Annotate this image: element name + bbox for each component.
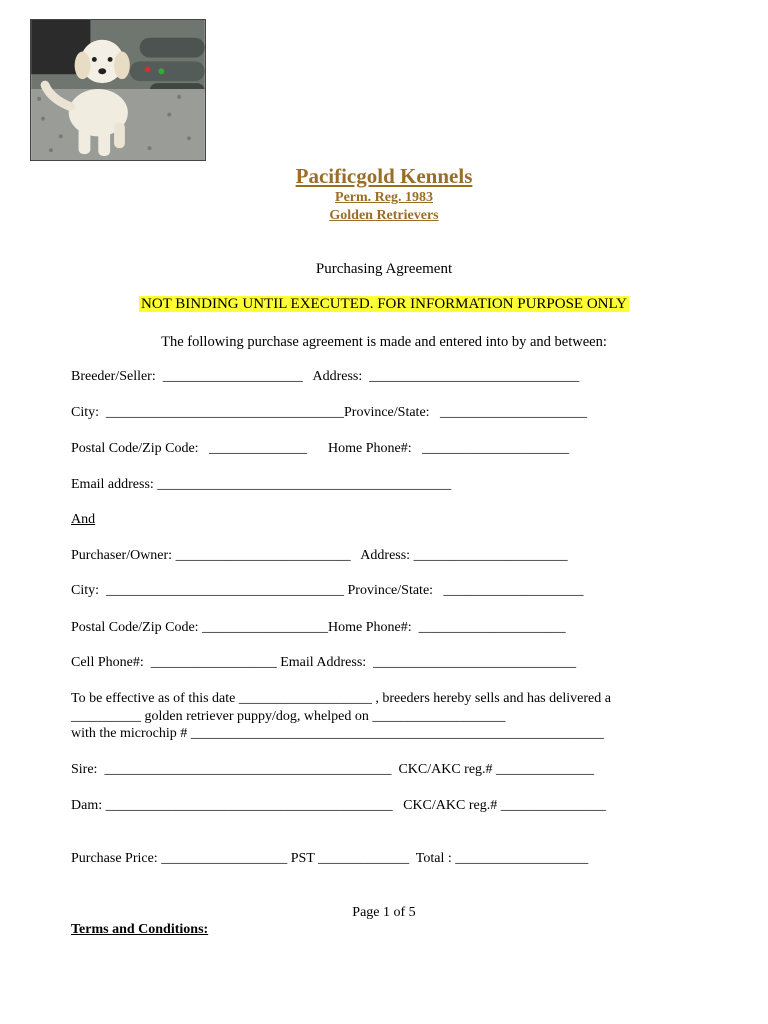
- whelped-line: __________ golden retriever puppy/dog, whelped on ___________________: [71, 709, 506, 724]
- breeder-postal-line: Postal Code/Zip Code: ______________ Home Phone#: _____________________: [71, 441, 570, 456]
- microchip-line: with the microchip # ___________________________________________________________: [71, 726, 604, 741]
- purchaser-owner-line: Purchaser/Owner: _________________________ Address: ______________________: [71, 548, 568, 563]
- notice-wrapper: [0, 296, 768, 313]
- terms-heading: Terms and Conditions:: [71, 922, 209, 937]
- notice-banner: NOT BINDING UNTIL EXECUTED. FOR INFORMATION PURPOSE ONLY: [141, 296, 627, 312]
- sire-line: Sire: _________________________________________ CKC/AKC reg.# ______________: [71, 762, 595, 777]
- purchaser-cell-line: Cell Phone#: __________________ Email Address: _____________________________: [71, 655, 577, 670]
- breed-line: Golden Retrievers: [329, 208, 439, 223]
- purchaser-postal-line: Postal Code/Zip Code: __________________Home Phone#: _____________________: [71, 620, 566, 635]
- purchaser-city-line: City: __________________________________ Province/State: ____________________: [71, 583, 584, 598]
- and-label: And: [71, 512, 96, 527]
- breeder-email-line: Email address: __________________________________________: [71, 477, 452, 492]
- registration-line: Perm. Reg. 1983: [335, 190, 433, 205]
- breeder-seller-line: Breeder/Seller: ____________________ Address: ______________________________: [71, 369, 580, 384]
- page-number: Page 1 of 5: [352, 905, 416, 920]
- kennel-name: Pacificgold Kennels: [295, 164, 473, 188]
- document-title: Purchasing Agreement: [315, 261, 453, 277]
- dam-line: Dam: _________________________________________ CKC/AKC reg.# _______________: [71, 798, 606, 813]
- puppy-photo: [30, 19, 206, 161]
- breeder-city-line: City: __________________________________Province/State: _____________________: [71, 405, 588, 420]
- purchase-price-line: Purchase Price: __________________ PST _____________ Total : ___________________: [71, 851, 589, 866]
- intro-text: The following purchase agreement is made and entered into by and between:: [161, 334, 607, 350]
- effective-date-line: To be effective as of this date ___________________ , breeders hereby sells and has delivered a: [71, 691, 611, 706]
